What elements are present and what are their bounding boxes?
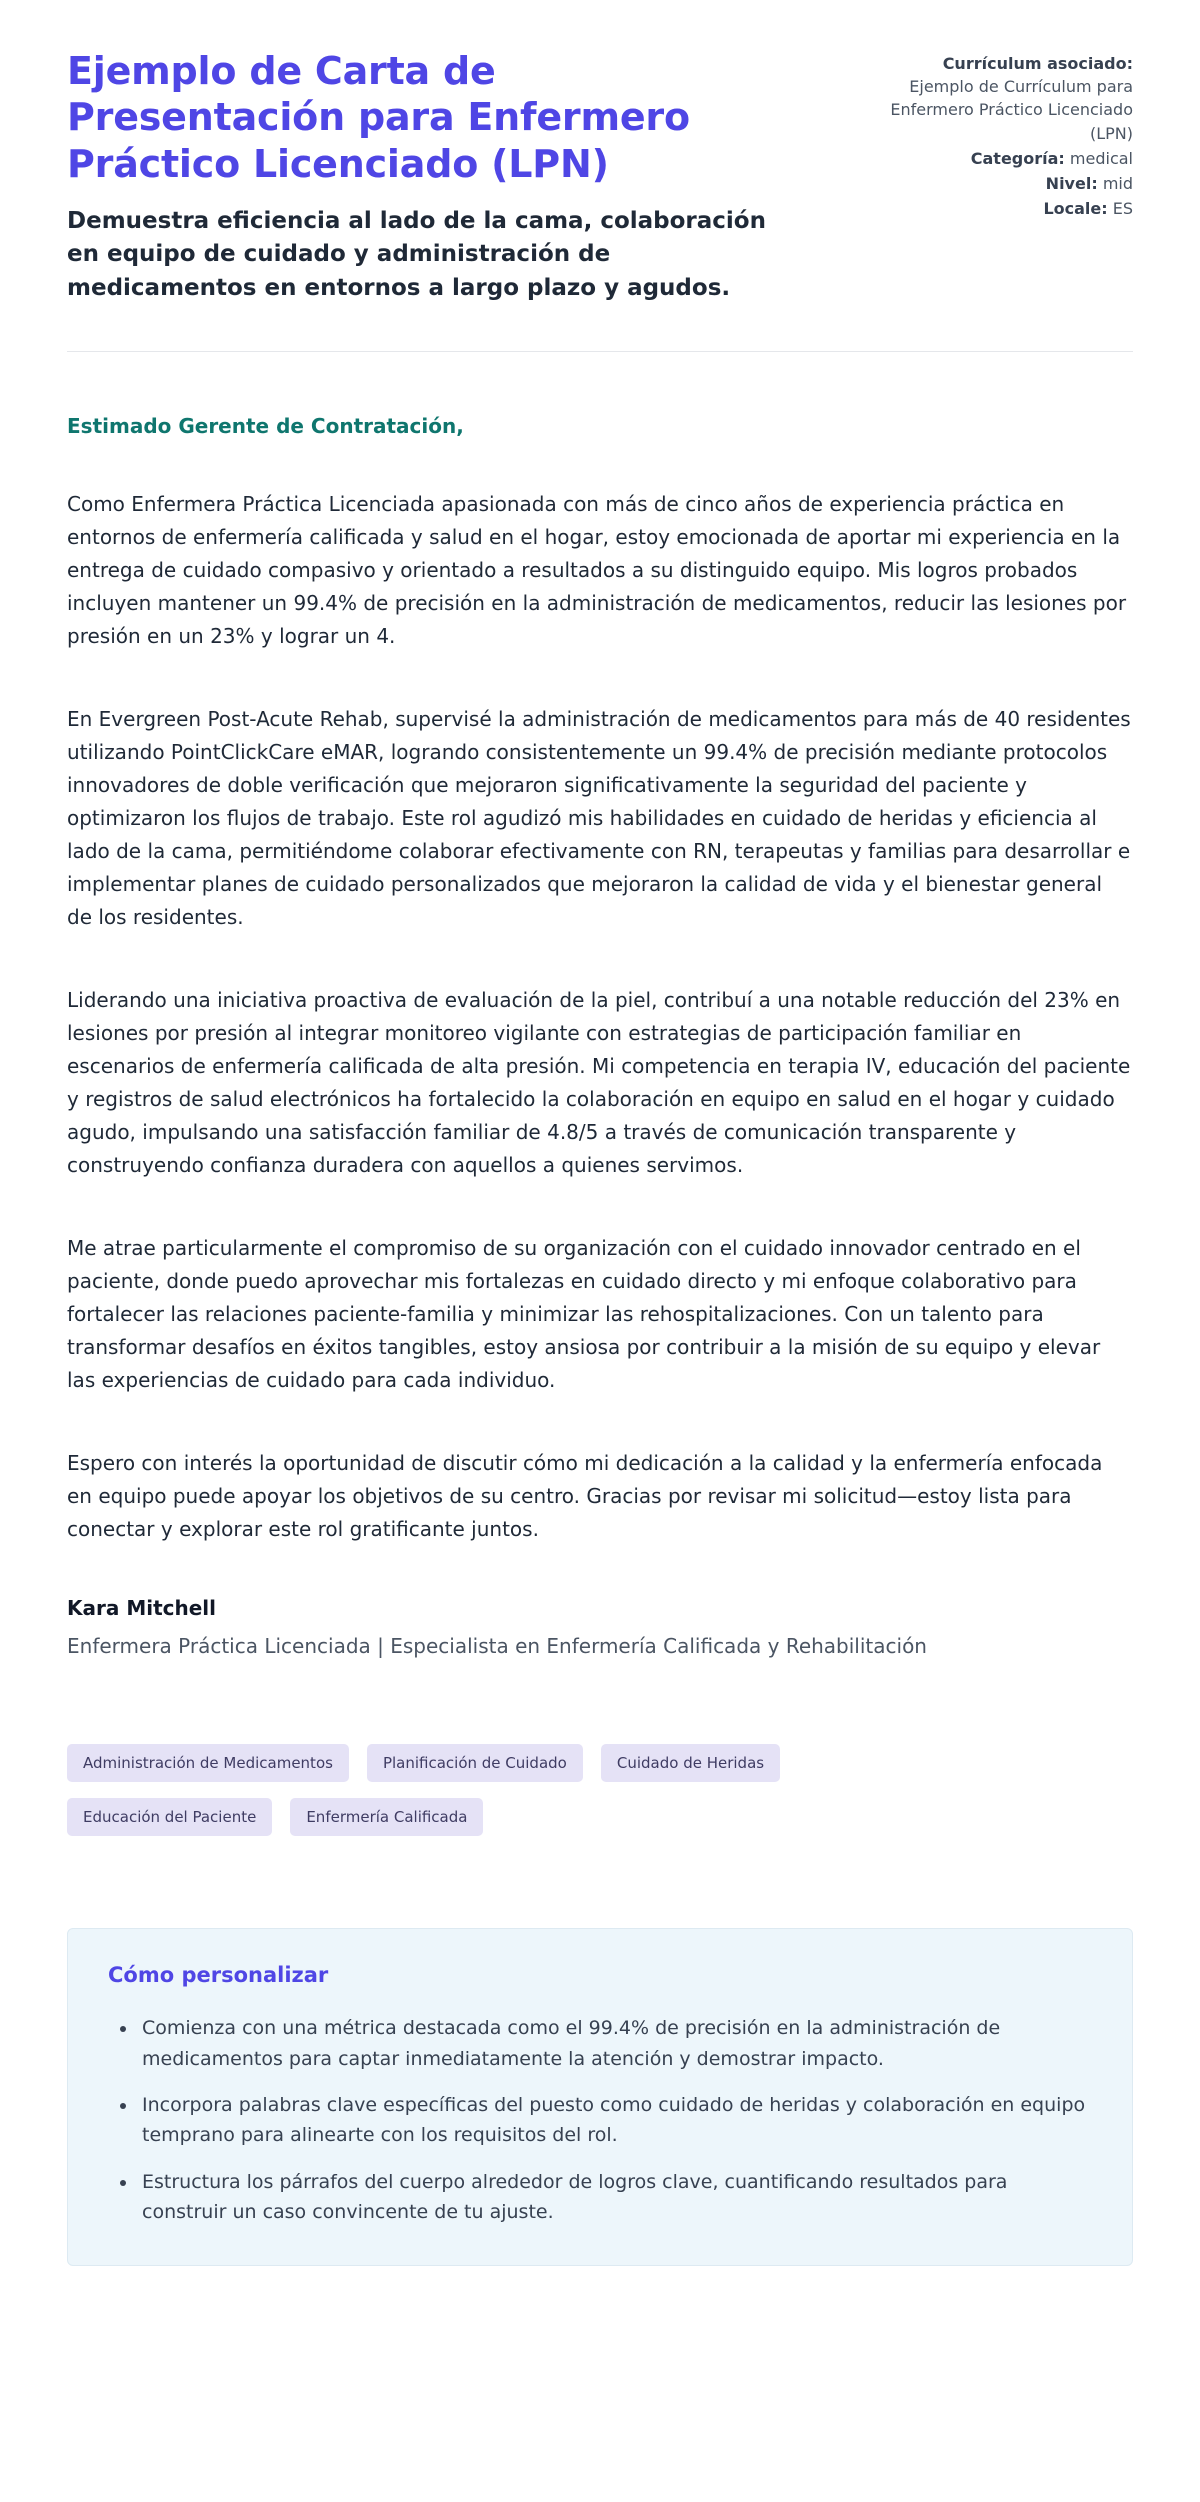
skill-tags (67, 1744, 967, 1836)
tip-item: • Comienza con una métrica destacada como el 99.4% de precisión en la administración de medicamentos para captar inmediatamente la atención y demostrar impacto. (138, 2013, 1092, 2074)
tips-list (108, 2013, 1092, 2227)
tip-item: • Estructura los párrafos del cuerpo alrededor de logros clave, cuantificando resultados para construir un caso convincente de tu ajuste. (138, 2167, 1092, 2228)
meta-locale (881, 197, 1133, 220)
letter-greeting: Estimado Gerente de Contratación, (67, 414, 464, 439)
meta-locale-label: Locale: (1043, 199, 1108, 219)
meta-level-label: Nivel: (1045, 173, 1098, 193)
meta-associated-resume (881, 52, 1133, 145)
meta-category (881, 147, 1133, 170)
letter-paragraph-4: Me atrae particularmente el compromiso de su organización con el cuidado innovador centrado en el paciente, donde puedo aprovechar mis fortalezas en cuidado directo y mi enfoque colaborativo para fortalecer las relaciones paciente-familia y minimizar las rehospitalizaciones. Con un talento para transformar desafíos en éxitos tangibles, estoy ansiosa por contribuir a la misión de su equipo y elevar las experiencias de cuidado para cada individuo. (67, 1236, 1101, 1393)
tip-item: • Incorpora palabras clave específicas del puesto como cuidado de heridas y colaboración en equipo temprano para alinearte con los requisitos del rol. (138, 2090, 1092, 2151)
signature-name: Kara Mitchell (67, 1596, 217, 1621)
letter-paragraph-3: Liderando una iniciativa proactiva de evaluación de la piel, contribuí a una notable reducción del 23% en lesiones por presión al integrar monitoreo vigilante con estrategias de participación familiar en escenarios de enfermería calificada de alta presión. Mi competencia en terapia IV, educación del paciente y registros de salud electrónicos ha fortalecido la colaboración en equipo en salud en el hogar y cuidado agudo, impulsando una satisfacción familiar de 4.8/5 a través de comunicación transparente y construyendo confianza duradera con aquellos a quienes servimos. (67, 988, 1131, 1178)
meta-level-value: mid (1102, 173, 1133, 193)
signature-block (67, 1596, 1133, 1658)
page-subtitle: Demuestra eficiencia al lado de la cama, colaboración en equipo de cuidado y administración de medicamentos en entornos a largo plazo y agudos. (67, 208, 766, 301)
meta-resume-label: Currículum asociado: (942, 54, 1133, 73)
skill-tag: Educación del Paciente (67, 1798, 272, 1836)
skill-tag: Administración de Medicamentos (67, 1744, 349, 1782)
tips-title: Cómo personalizar (108, 1963, 329, 1988)
letter-paragraph-5: Espero con interés la oportunidad de discutir cómo mi dedicación a la calidad y la enfermería enfocada en equipo puede apoyar los objetivos de su centro. Gracias por revisar mi solicitud—estoy lista para conectar y explorar este rol gratificante juntos. (67, 1451, 1103, 1542)
cover-letter-body (67, 414, 1133, 1658)
header-meta (881, 48, 1133, 220)
page-title: Ejemplo de Carta de Presentación para Enfermero Práctico Licenciado (LPN) (67, 49, 690, 186)
meta-locale-value: ES (1112, 199, 1133, 219)
meta-resume-value: Ejemplo de Currículum para Enfermero Práctico Licenciado (LPN) (890, 77, 1133, 143)
header-title-block (67, 48, 767, 305)
skill-tag: Planificación de Cuidado (367, 1744, 583, 1782)
page-header (67, 48, 1133, 352)
letter-paragraph-2: En Evergreen Post-Acute Rehab, supervisé la administración de medicamentos para más de 40 residentes utilizando PointClickCare eMAR, logrando consistentemente un 99.4% de precisión mediante protocolos innovadores de doble verificación que mejoraron significativamente la seguridad del paciente y optimizaron los flujos de trabajo. Este rol agudizó mis habilidades en cuidado de heridas y eficiencia al lado de la cama, permitiéndome colaborar efectivamente con RN, terapeutas y familias para desarrollar e implementar planes de cuidado personalizados que mejoraron la calidad de vida y el bienestar general de los residentes. (67, 707, 1131, 930)
skill-tag: Cuidado de Heridas (601, 1744, 780, 1782)
skill-tag: Enfermería Calificada (290, 1798, 483, 1836)
signature-title: Enfermera Práctica Licenciada | Especialista en Enfermería Calificada y Rehabilitación (67, 1634, 927, 1659)
meta-level (881, 172, 1133, 195)
customization-tips-box (67, 1928, 1133, 2266)
letter-paragraph-1: Como Enfermera Práctica Licenciada apasionada con más de cinco años de experiencia práctica en entornos de enfermería calificada y salud en el hogar, estoy emocionada de aportar mi experiencia en la entrega de cuidado compasivo y orientado a resultados a su distinguido equipo. Mis logros probados incluyen mantener un 99.4% de precisión en la administración de medicamentos, reducir las lesiones por presión en un 23% y lograr un 4. (67, 492, 1127, 649)
meta-category-value: medical (1069, 148, 1133, 168)
meta-category-label: Categoría: (970, 148, 1065, 168)
